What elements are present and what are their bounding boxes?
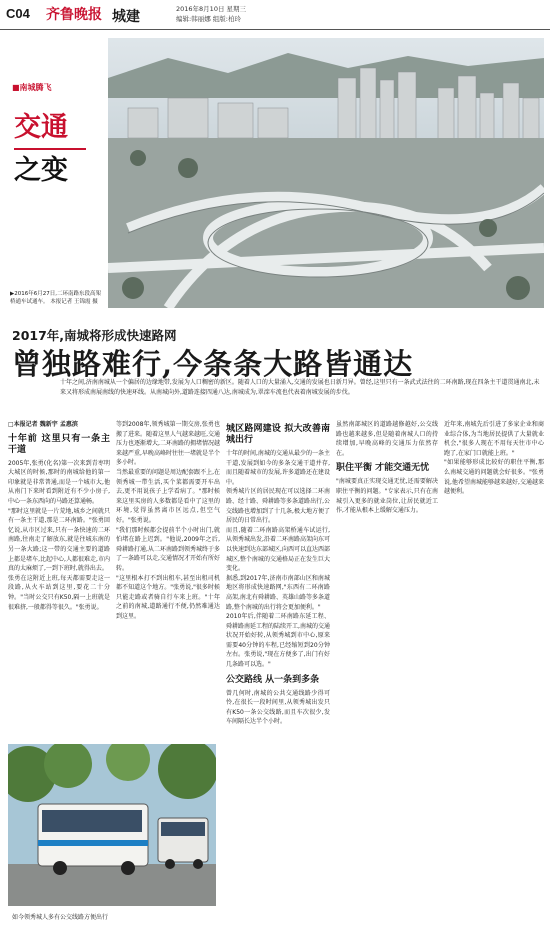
paragraph: 而且,随着二环南路高架桥通车试运行,从领秀城出发,沿着二环南路高架向东可以快速到达东部城区,向西可以直达西部城区,整个南城的交通格局正在发生巨大变化。 xyxy=(226,526,330,573)
photo-caption: ▶2016年6月27日,二环南路东段高架桥通车试通车。 本报记者 王锦霞 摄 xyxy=(10,291,101,305)
paragraph: "那时这里就是一片荒地,城乡之间就只有一条主干道,那是二环南路。"张勇回忆说,从市区过来,只有一条快速的二环南路,往南走了解放东,就是往城东南的另一条大路;这一带的交通主要的道路上都是堵车,比起中心,人都很难走,市内真的太麻烦了,一到下班时,就得出去。 xyxy=(8,507,110,573)
paragraph: 曾几何时,南城的公共交通线路少得可怜,在很长一段时间里,从领秀城出发只有K50一条公交线路,而且车次很少,发车间隔长达半个小时。 xyxy=(226,689,330,726)
title-rule xyxy=(14,148,86,150)
paragraph: 2010年后,伴随着二环南路东延工程、舜耕路南延工程的陆续开工,南城的交通状况开始好转,从领秀城到市中心,原来需要40分钟的车程,已经缩短到20分钟左右。张勇说,"现在方便多了,出门有好几条路可以选。" xyxy=(226,613,330,669)
column-5 xyxy=(444,420,544,920)
paragraph: 等到2008年,领秀城第一期交房,张勇也搬了进来。随着这里人气越来越旺,交通压力也逐渐增大,二环南路的拥堵情况越来越严重,早晚高峰时往往一堵就是半个多小时。 xyxy=(116,421,220,467)
paragraph: 十年的时间,南城的交通从最少的一条主干道,发展到如今的多条交通干道并存,而且随着城市的发展,许多道路还在建设中。 xyxy=(226,450,330,486)
paragraph: "如果能够形成比较好的职住平衡,那么南城交通的问题就会好很多。"张勇说,他希望南城能够越来越好,交通越来越便利。 xyxy=(444,459,544,496)
section-title: 公交路线 从一条到多条 xyxy=(226,674,320,685)
paper-name: 齐鲁晚报 xyxy=(46,7,102,23)
section-title: 十年前 这里只有一条主干道 xyxy=(8,433,110,455)
feature-title-line1: 交通 xyxy=(14,112,68,143)
byline: □本报记者 魏新宇 孟惠滨 xyxy=(8,421,78,428)
paragraph: 当然最重要的问题是周边配套跟不上,在领秀城一带生活,买个菜都需要开车出去,更不用说孩子上学看病了。"那时候来这里买房的人多数都是看中了这里的环境,觉得虽然离市区远点,但空气好。"张勇说。 xyxy=(116,468,220,524)
paragraph: "我们那时候都会提前半个小时出门,就怕堵在路上迟到。"他说,2009年之后,舜耕路打通,从二环南路到领秀城终于多了一条路可以走,交通情况才开始有所好转。 xyxy=(116,526,220,572)
page-header xyxy=(0,0,550,30)
paragraph: "南城要真正实现交通无忧,还需要解决职住平衡的问题。"专家表示,只有在南城引入更多的就业岗位,让居民就近工作,才能从根本上缓解交通压力。 xyxy=(336,478,438,515)
section-title: 职住平衡 才能交通无忧 xyxy=(336,463,430,474)
paragraph: 2005年,张勇(化名)第一次来到青枣明大城区的时候,那时的南城给他的第一印象就是非常普通,而是一个城市大,他从南门下来时看到附近有不少小房子,中心一条东西向的马路还算通畅。 xyxy=(8,459,110,505)
header-meta: 2016年8月10日 星期三 编辑:韩丽娜 组版:柏玲 xyxy=(176,5,247,23)
article-headline: 曾独路难行,今条条大路皆通达 xyxy=(12,347,414,381)
paragraph: 张勇在这附近上班,每天都需要走这一段路,从火车站到这里,要花二十分钟。"当时公交只有K50,隔一上班就是很难挤,一般都得等很久。"张勇说。 xyxy=(8,574,110,611)
column-2 xyxy=(116,420,220,621)
paragraph: 据悉,到2017年,济南市南部山区和南城地区将形成快速路网,"东西有二环南路高架,南北有舜耕路、英雄山路等多条道路,整个南城的出行将会更加便利。" xyxy=(226,574,330,611)
section-name: 城建 xyxy=(112,9,140,25)
column-4 xyxy=(336,420,438,920)
interchange-photo xyxy=(108,38,544,308)
article-subhead: 2017年,南城将形成快速路网 xyxy=(12,328,177,343)
column-1 xyxy=(8,420,110,612)
feature-title-line2: 之变 xyxy=(14,155,68,186)
section-kicker: ■南城腾飞 xyxy=(12,83,52,92)
article-lead: 十年之间,济南南城从一个偏居的边缘地带,发展为人口稠密的新区。随着人口的大量涌入,交通的发展也日新月异。曾经,这里只有一条武式法往的二环南路,现在四条主干道贯通南北,未来又将形成南展南线的快速环线。从南城向外,道路连接四通八达,南城成为,翠滦车流也代表着南城发展的步伐。 xyxy=(60,379,540,396)
page-number: C04 xyxy=(6,6,30,21)
bus-photo xyxy=(8,744,216,906)
paragraph: 领秀城片区的居民现在可以选择二环南路、经十路、舜耕路等多条道路出行,公交线路也增加到了十几条,极大地方便了居民的日常出行。 xyxy=(226,488,330,525)
section-title: 城区路网建设 拟大改善南城出行 xyxy=(226,424,330,445)
column-3 xyxy=(226,420,330,920)
bus-photo-caption: 如今领秀城人多有公交线路方便出行 xyxy=(12,914,109,921)
paragraph: 近年来,南城先后引进了多家企业和商业综合体,为当地居民提供了大量就业机会,"很多人现在不用每天往市中心跑了,在家门口就能上班。" xyxy=(444,421,544,457)
paragraph: 虽然南部城区的道路越修越好,公交线路也越来越多,但是随着南城人口的持续增加,早晚高峰的交通压力依然存在。 xyxy=(336,421,438,457)
paragraph: "这里根本打不到出租车,甚至出租司机都不知道这个地方。"张勇说,"很多时候只能走路或者骑自行车来上班。"十年之前的南城,道路通行不便,仍然难通达到这里。 xyxy=(116,574,220,620)
